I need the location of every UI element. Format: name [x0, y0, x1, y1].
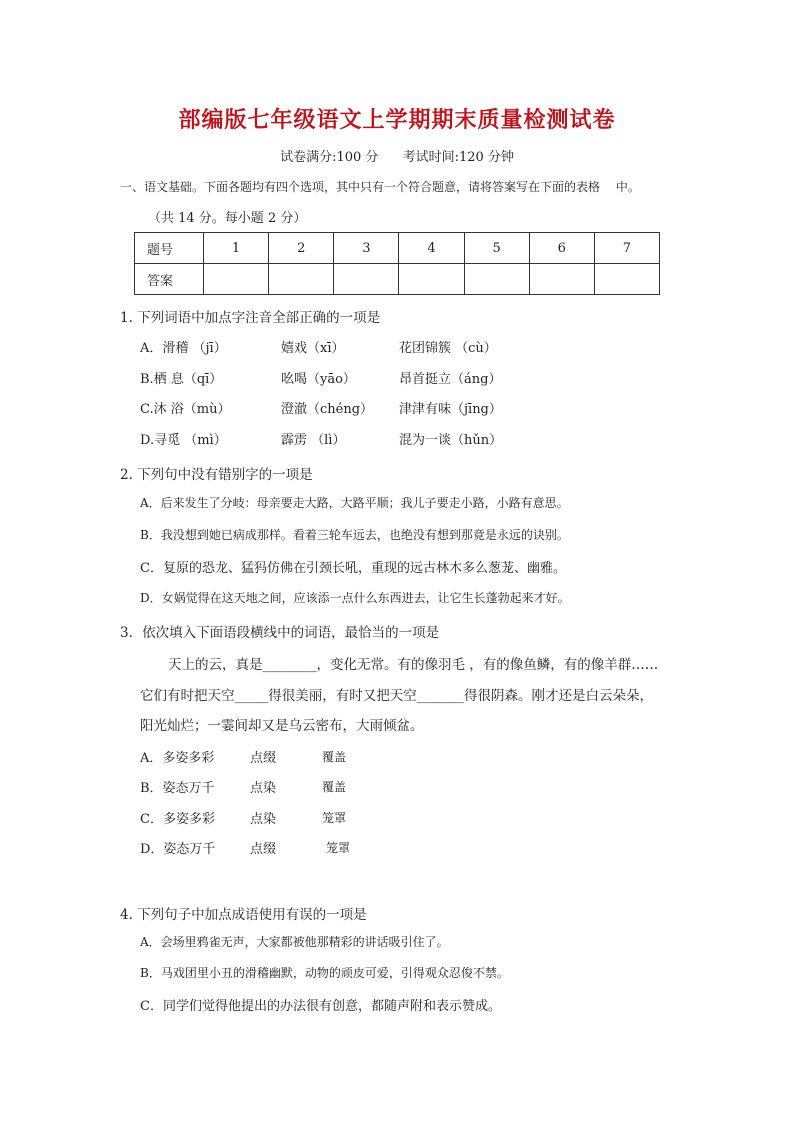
- q1-option-d-1: D.寻觅 （mì）: [140, 433, 227, 448]
- q3-option-a-2: 点缀: [250, 751, 277, 766]
- q1-option-a-1: A．滑稽 （jī）: [140, 341, 227, 356]
- question-number: 5: [464, 233, 529, 264]
- q2-option-d: D．女娲觉得在这天地之间，应该添一点什么东西进去，让它生长蓬勃起来才好。: [140, 591, 570, 605]
- q1-option-b-1: B.栖 息（qī）: [140, 372, 223, 387]
- q2-option-c: C．复原的恐龙、猛犸仿佛在引颈长吼，重现的远古林木多么葱茏、幽雅。: [140, 561, 566, 576]
- q2-option-b: B．我没想到她已病成那样。看着三轮车远去，也绝没有想到那竟是永远的诀别。: [140, 528, 569, 542]
- q1-option-d-2: 霹雳 （lì）: [281, 433, 346, 448]
- q1-option-a-3: 花团锦簇 （cù）: [399, 341, 497, 356]
- table-row: [135, 233, 660, 264]
- answer-cell[interactable]: [204, 264, 269, 295]
- q4-stem: 4. 下列句子中加点成语使用有误的一项是: [120, 907, 367, 923]
- q3-passage-line1: 天上的云，真是________，变化无常。有的像羽毛 ，有的像鱼鳞，有的像羊群……: [168, 657, 659, 673]
- q2-stem: 2. 下列句中没有错别字的一项是: [120, 467, 313, 483]
- question-number: 6: [529, 233, 594, 264]
- q3-option-c-1: C．多姿多彩: [140, 812, 215, 827]
- q1-option-c-3: 津津有味（jīng）: [399, 402, 502, 417]
- q3-option-b-2: 点染: [250, 781, 277, 796]
- q4-option-c: C．同学们觉得他提出的办法很有创意，都随声附和表示赞成。: [140, 999, 501, 1014]
- q3-option-c-2: 点染: [250, 812, 277, 827]
- row-label: 答案: [135, 264, 204, 295]
- q1-option-b-2: 吆喝（yāo）: [281, 372, 356, 387]
- question-number: 3: [334, 233, 399, 264]
- page-title: 部编版七年级语文上学期期末质量检测试卷: [178, 107, 616, 133]
- answer-table: [134, 232, 660, 295]
- q1-option-c-2: 澄澈（chéng）: [281, 402, 374, 417]
- full-score: 试卷满分:100 分: [280, 150, 379, 165]
- q4-option-a: A．会场里鸦雀无声，大家都被他那精彩的讲话吸引住了。: [140, 935, 449, 949]
- q2-option-a: A．后来发生了分岐：母亲要走大路，大路平顺；我儿子要走小路，小路有意思。: [140, 496, 569, 510]
- question-number: 7: [594, 233, 659, 264]
- q1-option-b-3: 昂首挺立（áng）: [399, 372, 502, 387]
- answer-cell[interactable]: [269, 264, 334, 295]
- answer-cell[interactable]: [334, 264, 399, 295]
- row-label: 题号: [135, 233, 204, 264]
- q3-option-c-3: 笼罩: [322, 811, 347, 825]
- answer-cell[interactable]: [529, 264, 594, 295]
- section-note: （共 14 分。每小题 2 分）: [148, 211, 307, 226]
- q1-option-c-1: C.沐 浴（mù）: [140, 402, 231, 417]
- exam-time: 考试时间:120 分钟: [402, 150, 514, 165]
- q3-option-a-3: 覆盖: [322, 750, 347, 764]
- q1-stem: 1. 下列词语中加点字注音全部正确的一项是: [120, 310, 381, 326]
- table-row: [135, 264, 660, 295]
- section-heading: 一、语文基础。下面各题均有四个选项，其中只有一个符合题意，请将答案写在下面的表格 中。: [120, 180, 640, 194]
- q1-option-a-2: 嬉戏（xī）: [281, 341, 345, 356]
- question-number: 4: [399, 233, 464, 264]
- question-number: 1: [204, 233, 269, 264]
- q1-option-d-3: 混为一谈（hǔn）: [399, 433, 503, 448]
- q3-option-d-3: 笼罩: [326, 841, 351, 855]
- q3-passage-line3: 阳光灿烂；一霎间却又是乌云密布，大雨倾盆。: [140, 718, 424, 734]
- question-number: 2: [269, 233, 334, 264]
- exam-info: [0, 146, 794, 165]
- q3-stem: 3．依次填入下面语段横线中的词语，最恰当的一项是: [120, 625, 440, 641]
- q3-option-d-1: D．姿态万千: [140, 842, 216, 857]
- answer-cell[interactable]: [594, 264, 659, 295]
- answer-cell[interactable]: [464, 264, 529, 295]
- q3-option-b-1: B．姿态万千: [140, 781, 215, 796]
- q3-option-d-2: 点缀: [250, 842, 277, 857]
- q3-option-b-3: 覆盖: [322, 780, 347, 794]
- answer-cell[interactable]: [399, 264, 464, 295]
- q4-option-b: B．马戏团里小丑的滑稽幽默，动物的顽皮可爱，引得观众忍俊不禁。: [140, 966, 509, 980]
- q3-option-a-1: A．多姿多彩: [140, 751, 215, 766]
- q3-passage-line2: 它们有时把天空_____得很美丽，有时又把天空_______得很阴森。刚才还是白云朵朵，: [140, 688, 653, 704]
